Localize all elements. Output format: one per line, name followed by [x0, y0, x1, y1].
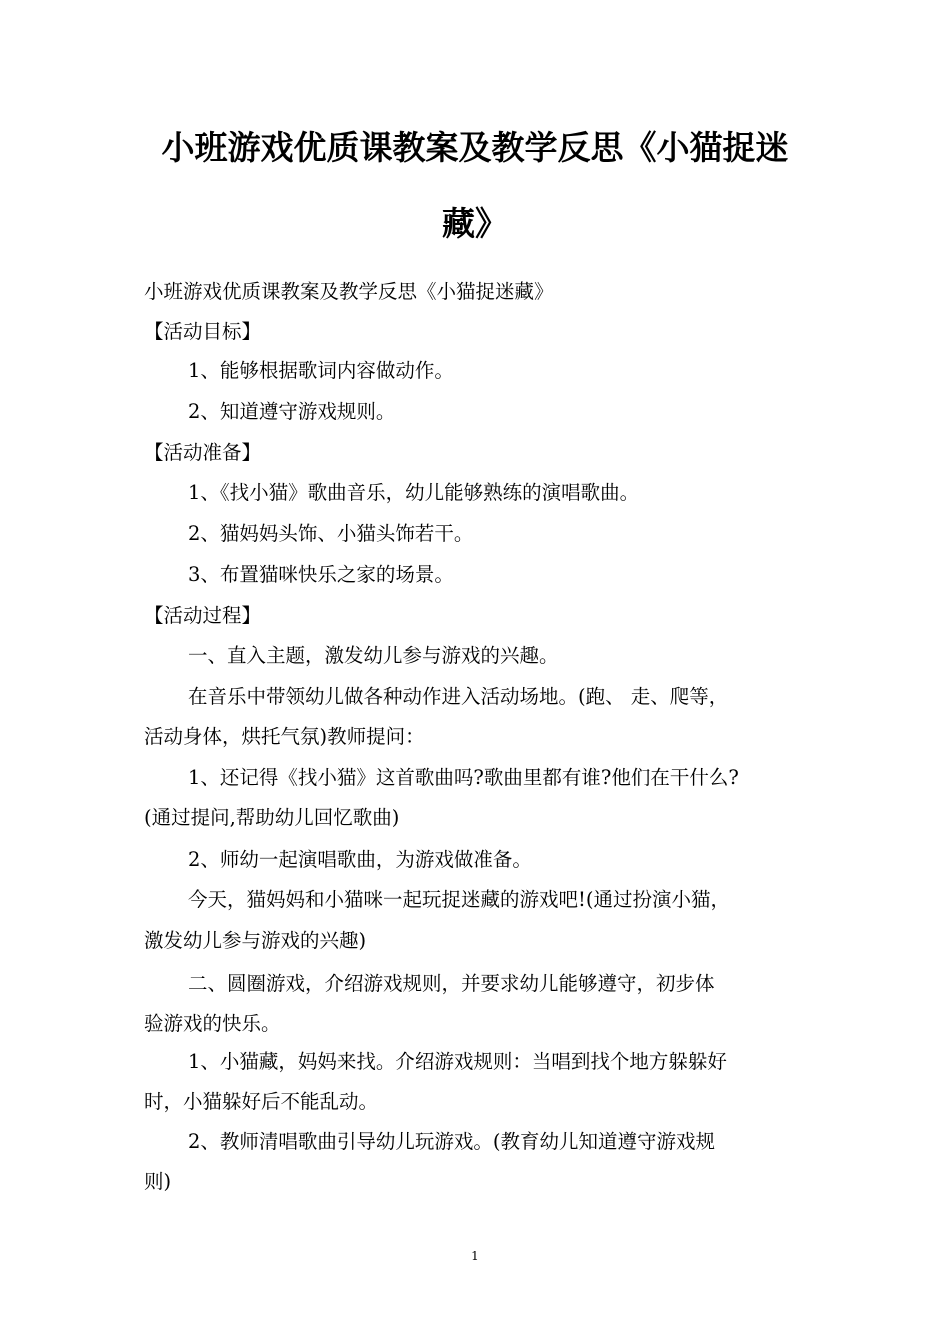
process-paragraph-2-line-2: 活动身体，烘托气氛)教师提问：	[144, 725, 425, 748]
process-paragraph-7-line-2: 时，小猫躲好后不能乱动。	[144, 1090, 379, 1113]
process-paragraph-8-line-1: 2、教师清唱歌曲引导幼儿玩游戏。(教育幼儿知道遵守游戏规	[188, 1130, 716, 1153]
prep-item-3: 3、布置猫咪快乐之家的场景。	[188, 563, 454, 586]
process-paragraph-3-line-2: (通过提问,帮助幼儿回忆歌曲)	[144, 806, 400, 829]
process-paragraph-6-line-2: 验游戏的快乐。	[144, 1012, 281, 1035]
page-number: 1	[471, 1249, 479, 1263]
goals-item-2: 2、知道遵守游戏规则。	[188, 400, 396, 423]
process-paragraph-6-line-1: 二、圆圈游戏，介绍游戏规则，并要求幼儿能够遵守，初步体	[188, 972, 715, 995]
process-paragraph-7-line-1: 1、小猫藏，妈妈来找。介绍游戏规则：当唱到找个地方躲躲好	[188, 1050, 727, 1073]
prep-heading: 【活动准备】	[144, 441, 262, 464]
document-title-line-1: 小班游戏优质课教案及教学反思《小猫捉迷	[161, 128, 789, 167]
process-heading: 【活动过程】	[144, 604, 262, 627]
document-title-line-2: 藏》	[442, 204, 508, 243]
process-paragraph-5-line-1: 今天，猫妈妈和小猫咪一起玩捉迷藏的游戏吧!(通过扮演小猫，	[188, 888, 730, 911]
process-paragraph-4: 2、师幼一起演唱歌曲，为游戏做准备。	[188, 848, 532, 871]
process-paragraph-3-line-1: 1、还记得《找小猫》这首歌曲吗?歌曲里都有谁?他们在干什么?	[188, 766, 739, 789]
goals-item-1: 1、能够根据歌词内容做动作。	[188, 359, 454, 382]
process-paragraph-5-line-2: 激发幼儿参与游戏的兴趣)	[144, 929, 367, 952]
process-paragraph-1: 一、直入主题，激发幼儿参与游戏的兴趣。	[188, 644, 559, 667]
process-paragraph-2-line-1: 在音乐中带领幼儿做各种动作进入活动场地。(跑、 走、爬等，	[188, 685, 729, 708]
prep-item-1: 1、《找小猫》歌曲音乐，幼儿能够熟练的演唱歌曲。	[188, 481, 640, 504]
prep-item-2: 2、猫妈妈头饰、小猫头饰若干。	[188, 522, 474, 545]
document-subtitle: 小班游戏优质课教案及教学反思《小猫捉迷藏》	[144, 280, 554, 303]
goals-heading: 【活动目标】	[144, 320, 262, 343]
process-paragraph-8-line-2: 则)	[144, 1170, 172, 1193]
